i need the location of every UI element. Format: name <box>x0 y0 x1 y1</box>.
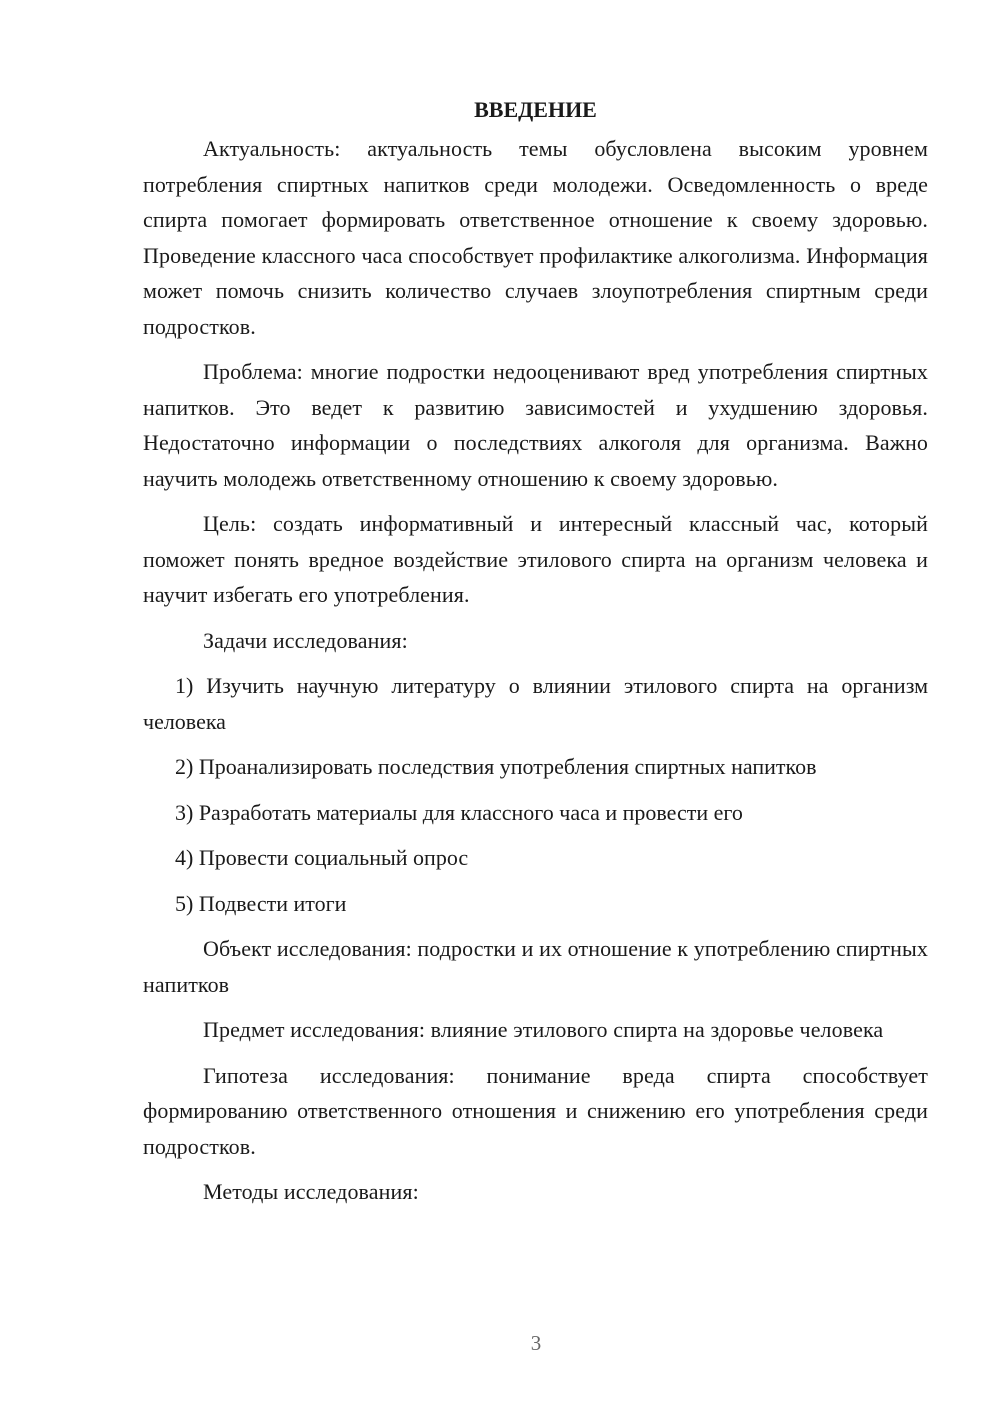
document-page <box>143 92 928 1220</box>
hypothesis-paragraph: Гипотеза исследования: понимание вреда спирта способствует формированию ответственного отношения и снижению его употребления среди подростков. <box>143 1062 928 1159</box>
task-item-4: 4) Провести социальный опрос <box>175 845 469 870</box>
task-item-2: 2) Проанализировать последствия употребления спиртных напитков <box>175 754 817 779</box>
subject-paragraph: Предмет исследования: влияние этилового спирта на здоровье человека <box>203 1017 884 1042</box>
tasks-heading: Задачи исследования: <box>203 627 408 653</box>
problem-paragraph: Проблема: многие подростки недооценивают вред употребления спиртных напитков. Это ведет к развитию зависимостей и ухудшению здоровья. Недостаточно информации о последствиях алкоголя для организма. Важно научить молодежь ответственному отношению к своему здоровью. <box>143 359 928 491</box>
task-item-5: 5) Подвести итоги <box>175 890 347 916</box>
task-item-1: 1) Изучить научную литературу о влиянии этилового спирта на организм человека <box>143 673 928 734</box>
methods-heading: Методы исследования: <box>203 1179 419 1204</box>
goal-paragraph: Цель: создать информативный и интересный классный час, который поможет понять вредное воздействие этилового спирта на организм человека и научит избегать его употребления. <box>143 511 928 607</box>
page-title: ВВЕДЕНИЕ <box>474 97 597 122</box>
relevance-paragraph: Актуальность: актуальность темы обусловлена высоким уровнем потребления спиртных напитков среди молодежи. Осведомленность о вреде спирта помогает формировать ответственное отношение к своему здоровью. Проведение классного часа способствует профилактике алкоголизма. Информация может помочь снизить количество случаев злоупотребления спиртным среди подростков. <box>143 136 928 339</box>
page-number: 3 <box>530 1331 542 1355</box>
task-item-3: 3) Разработать материалы для классного часа и провести его <box>175 799 743 825</box>
object-paragraph: Объект исследования: подростки и их отношение к употреблению спиртных напитков <box>143 936 928 997</box>
